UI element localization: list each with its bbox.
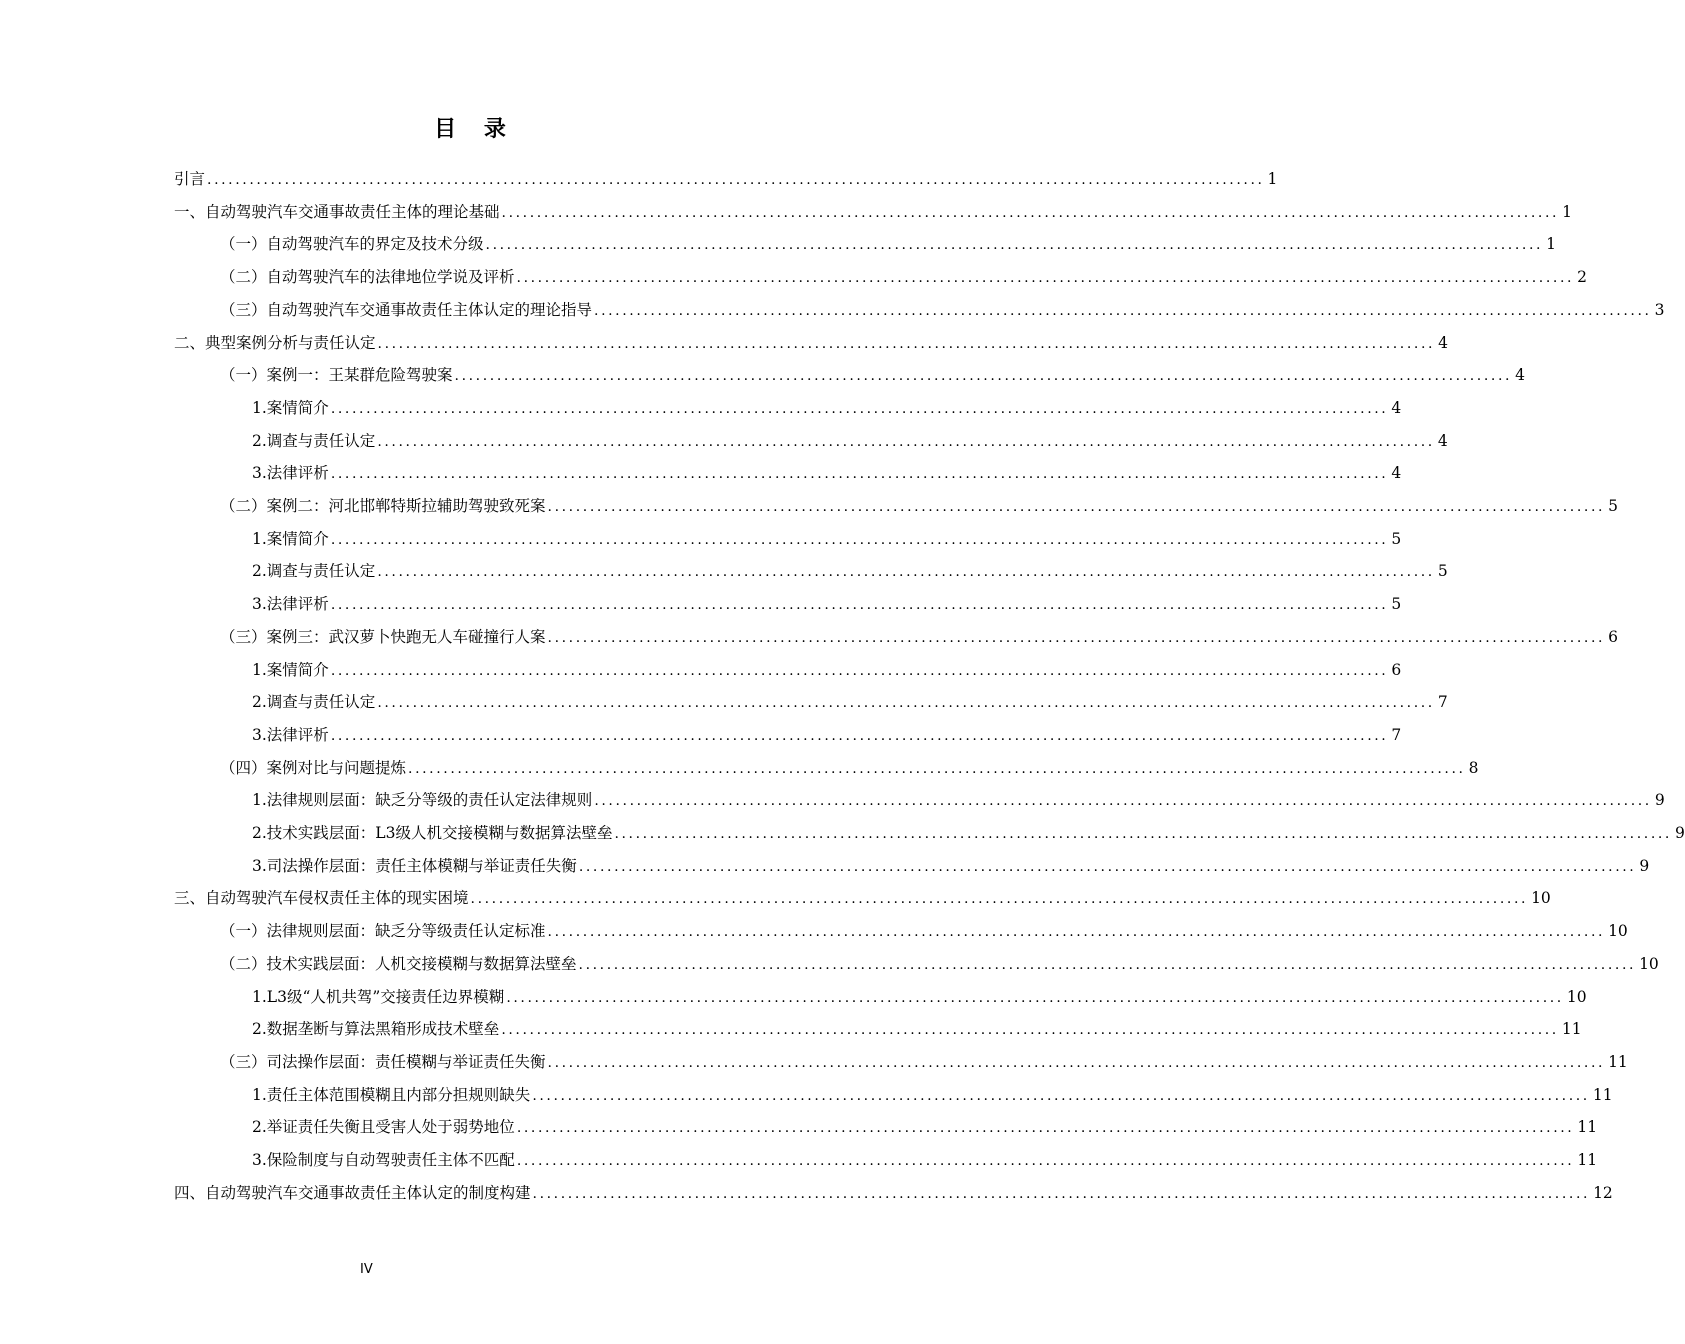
toc-entry[interactable] <box>252 784 1665 816</box>
toc-entry-number: 3. <box>252 595 267 613</box>
toc-entry-number: （二） <box>220 497 267 515</box>
dot-leader: ...................................................................................................................................................... <box>547 1055 1606 1071</box>
toc-entry-number: 二、 <box>174 334 206 352</box>
dot-leader: ...................................................................................................................................................... <box>485 237 1544 253</box>
toc-entry-title: 案例二：河北邯郸特斯拉辅助驾驶致死案 <box>266 497 546 515</box>
toc-entry-title: 自动驾驶汽车的界定及技术分级 <box>266 235 484 253</box>
toc-entry-page: 10 <box>1608 922 1628 940</box>
toc-entry[interactable] <box>252 392 1402 424</box>
toc-entry-page: 8 <box>1468 759 1479 777</box>
dot-leader: ...................................................................................................................................................... <box>470 891 1529 907</box>
page-title: 目 录 <box>434 117 516 142</box>
toc-entry-title: 案例一：王某群危险驾驶案 <box>266 366 453 384</box>
toc-entry-title: 自动驾驶汽车的法律地位学说及评析 <box>266 268 515 286</box>
toc-entry-number: 2. <box>252 1118 267 1136</box>
toc-entry[interactable] <box>220 261 1587 293</box>
toc-entry-page: 12 <box>1593 1184 1613 1202</box>
toc-entry-page: 3 <box>1654 301 1665 319</box>
toc-entry-page: 4 <box>1391 464 1402 482</box>
toc-entry-number: 1. <box>252 988 267 1006</box>
toc-entry-page: 7 <box>1437 693 1448 711</box>
toc-entry-number: 一、 <box>174 203 206 221</box>
toc-entry[interactable] <box>252 1079 1613 1111</box>
toc-entry[interactable] <box>252 588 1402 620</box>
toc-entry-page: 1 <box>1546 235 1556 253</box>
toc-entry-number: 2. <box>252 693 267 711</box>
toc-entry-number: 1. <box>252 791 267 809</box>
toc-entry-number: 2. <box>252 432 267 450</box>
toc-entry-number: 1. <box>252 399 267 417</box>
toc-entry[interactable] <box>252 425 1448 457</box>
toc-entry-title: 法律规则层面：缺乏分等级责任认定标准 <box>266 922 546 940</box>
toc-entry-number: （二） <box>220 268 267 286</box>
toc-entry-number: 三、 <box>174 889 206 907</box>
dot-leader: ...................................................................................................................................................... <box>377 564 1435 580</box>
toc-entry-page: 1 <box>1562 203 1572 221</box>
toc-entry[interactable] <box>252 850 1650 882</box>
toc-entry-title: 举证责任失衡且受害人处于弱势地位 <box>266 1118 515 1136</box>
toc-entry-page: 11 <box>1608 1053 1628 1071</box>
toc-entry[interactable] <box>220 228 1556 260</box>
dot-leader: ...................................................................................................................................................... <box>377 695 1435 711</box>
toc-entry[interactable] <box>220 621 1618 653</box>
dot-leader: ...................................................................................................................................................... <box>501 205 1560 221</box>
dot-leader: ...................................................................................................................................................... <box>408 761 1466 777</box>
toc-entry-title: 调查与责任认定 <box>266 693 376 711</box>
toc-entry-page: 10 <box>1639 955 1659 973</box>
toc-entry[interactable] <box>220 294 1665 326</box>
dot-leader: ...................................................................................................................................................... <box>532 1088 1590 1104</box>
toc-entry-title: 技术实践层面：L3级人机交接模糊与数据算法壁垒 <box>266 824 613 842</box>
toc-entry[interactable] <box>220 359 1525 391</box>
toc-entry-title: 司法操作层面：责任主体模糊与举证责任失衡 <box>266 857 577 875</box>
dot-leader: ...................................................................................................................................................... <box>578 859 1637 875</box>
toc-entry-page: 11 <box>1561 1020 1582 1038</box>
toc-entry-title: 法律评析 <box>266 726 329 744</box>
toc-entry-page: 10 <box>1531 889 1551 907</box>
toc-entry[interactable] <box>174 327 1448 359</box>
toc-entry-page: 10 <box>1566 988 1587 1006</box>
dot-leader: ...................................................................................................................................................... <box>330 597 1389 613</box>
toc-entry-page: 1 <box>1267 170 1278 188</box>
toc-entry-page: 4 <box>1391 399 1402 417</box>
toc-entry-page: 9 <box>1639 857 1650 875</box>
dot-leader: ...................................................................................................................................................... <box>330 728 1389 744</box>
dot-leader: ...................................................................................................................................................... <box>377 336 1436 352</box>
toc-entry[interactable] <box>252 1013 1582 1045</box>
toc-entry-title: 案情简介 <box>266 661 329 679</box>
toc-entry-page: 5 <box>1437 562 1448 580</box>
toc-entry[interactable] <box>252 817 1685 849</box>
toc-entry-page: 5 <box>1391 595 1402 613</box>
page-number-footer: IV <box>360 1262 373 1277</box>
toc-entry-title: 案情简介 <box>266 399 329 417</box>
dot-leader: ...................................................................................................................................................... <box>516 1120 1575 1136</box>
dot-leader: ...................................................................................................................................................... <box>547 499 1606 515</box>
dot-leader: ...................................................................................................................................................... <box>547 630 1606 646</box>
dot-leader: ...................................................................................................................................................... <box>330 532 1389 548</box>
toc-entry-title: 法律评析 <box>266 464 329 482</box>
toc-entry-page: 6 <box>1608 628 1618 646</box>
toc-entry-number: 1. <box>252 530 267 548</box>
toc-entry-title: 调查与责任认定 <box>266 432 376 450</box>
toc-entry[interactable] <box>220 915 1628 947</box>
toc-entry-title: 自动驾驶汽车交通事故责任主体的理论基础 <box>205 203 500 221</box>
toc-entry-page: 9 <box>1674 824 1685 842</box>
toc-entry-number: 3. <box>252 857 267 875</box>
toc-entry-number: （一） <box>220 922 267 940</box>
toc-entry[interactable] <box>174 1177 1613 1209</box>
toc-entry-title: 自动驾驶汽车侵权责任主体的现实困境 <box>205 889 469 907</box>
toc-entry[interactable] <box>252 654 1402 686</box>
toc-entry-title: 技术实践层面：人机交接模糊与数据算法壁垒 <box>266 955 577 973</box>
toc-entry[interactable] <box>252 981 1587 1013</box>
toc-entry[interactable] <box>220 1046 1628 1078</box>
toc-entry-page: 4 <box>1437 432 1448 450</box>
dot-leader: ...................................................................................................................................................... <box>594 303 1652 319</box>
dot-leader: ...................................................................................................................................................... <box>547 924 1606 940</box>
toc-entry-title: 数据垄断与算法黑箱形成技术壁垒 <box>266 1020 500 1038</box>
dot-leader: ...................................................................................................................................................... <box>594 793 1652 809</box>
dot-leader: ...................................................................................................................................................... <box>532 1186 1591 1202</box>
toc-entry-number: 1. <box>252 661 267 679</box>
dot-leader: ...................................................................................................................................................... <box>516 1153 1575 1169</box>
toc-entry-page: 4 <box>1438 334 1448 352</box>
toc-entry-number: 3. <box>252 726 267 744</box>
toc-entry[interactable] <box>220 948 1659 980</box>
dot-leader: ...................................................................................................................................................... <box>578 957 1637 973</box>
toc-entry-page: 2 <box>1577 268 1587 286</box>
toc-entry[interactable] <box>252 555 1448 587</box>
dot-leader: ...................................................................................................................................................... <box>516 270 1575 286</box>
toc-entry-title: 案例三：武汉萝卜快跑无人车碰撞行人案 <box>266 628 546 646</box>
toc-entry-title: 责任主体范围模糊且内部分担规则缺失 <box>266 1086 531 1104</box>
toc-entry-number: （一） <box>220 235 267 253</box>
toc-entry-number: （三） <box>220 301 267 319</box>
toc-entry-page: 4 <box>1515 366 1525 384</box>
toc-entry-number: （四） <box>220 759 267 777</box>
dot-leader: ...................................................................................................................................................... <box>501 1022 1559 1038</box>
toc-entry[interactable] <box>252 457 1402 489</box>
toc-entry[interactable] <box>252 1144 1598 1176</box>
toc-entry-number: （三） <box>220 1053 267 1071</box>
dot-leader: ...................................................................................................................................................... <box>330 663 1389 679</box>
toc-entry[interactable] <box>220 490 1618 522</box>
toc-entry-title: 保险制度与自动驾驶责任主体不匹配 <box>266 1151 515 1169</box>
toc-entry-page: 9 <box>1654 791 1665 809</box>
dot-leader: ...................................................................................................................................................... <box>207 172 1265 188</box>
toc-entry-title: 调查与责任认定 <box>266 562 376 580</box>
toc-entry[interactable] <box>252 1111 1598 1143</box>
toc-entry-page: 5 <box>1608 497 1618 515</box>
toc-entry-page: 11 <box>1577 1118 1598 1136</box>
toc-entry-number: （一） <box>220 366 267 384</box>
toc-entry-page: 5 <box>1391 530 1402 548</box>
toc-entry-number: 2. <box>252 1020 267 1038</box>
toc-entry-title: 法律规则层面：缺乏分等级的责任认定法律规则 <box>266 791 593 809</box>
toc-entry-page: 6 <box>1391 661 1402 679</box>
toc-entry-page: 11 <box>1592 1086 1613 1104</box>
toc-entry-number: 1. <box>252 1086 267 1104</box>
toc-entry-page: 11 <box>1577 1151 1598 1169</box>
toc-entry-title: L3级“人机共驾”交接责任边界模糊 <box>266 988 505 1006</box>
toc-entry-title: 自动驾驶汽车交通事故责任主体认定的制度构建 <box>205 1184 531 1202</box>
dot-leader: ...................................................................................................................................................... <box>377 434 1435 450</box>
dot-leader: ...................................................................................................................................................... <box>330 401 1389 417</box>
toc-entry-title: 案例对比与问题提炼 <box>266 759 407 777</box>
toc-entry-title: 典型案例分析与责任认定 <box>205 334 376 352</box>
dot-leader: ...................................................................................................................................................... <box>454 368 1513 384</box>
dot-leader: ...................................................................................................................................................... <box>506 990 1564 1006</box>
toc-entry-number: （三） <box>220 628 267 646</box>
toc-entry-number: （二） <box>220 955 267 973</box>
toc-entry-number: 3. <box>252 1151 267 1169</box>
dot-leader: ...................................................................................................................................................... <box>614 826 1672 842</box>
toc-entry-title: 案情简介 <box>266 530 329 548</box>
toc-entry-number: 2. <box>252 562 267 580</box>
toc-entry-title: 法律评析 <box>266 595 329 613</box>
toc-entry[interactable] <box>220 752 1479 784</box>
toc-entry[interactable] <box>252 719 1402 751</box>
toc-entry[interactable] <box>174 882 1551 914</box>
toc-entry[interactable] <box>174 196 1572 228</box>
toc-entry-number: 3. <box>252 464 267 482</box>
toc-entry-page: 7 <box>1391 726 1402 744</box>
toc-entry[interactable] <box>174 163 1278 195</box>
toc-entry[interactable] <box>252 686 1448 718</box>
toc-entry-title: 自动驾驶汽车交通事故责任主体认定的理论指导 <box>266 301 593 319</box>
toc-entry-title: 司法操作层面：责任模糊与举证责任失衡 <box>266 1053 546 1071</box>
dot-leader: ...................................................................................................................................................... <box>330 466 1389 482</box>
toc-entry[interactable] <box>252 523 1402 555</box>
toc-entry-number: 2. <box>252 824 267 842</box>
toc-entry-number: 四、 <box>174 1184 206 1202</box>
toc-entry-title: 引言 <box>174 170 206 188</box>
